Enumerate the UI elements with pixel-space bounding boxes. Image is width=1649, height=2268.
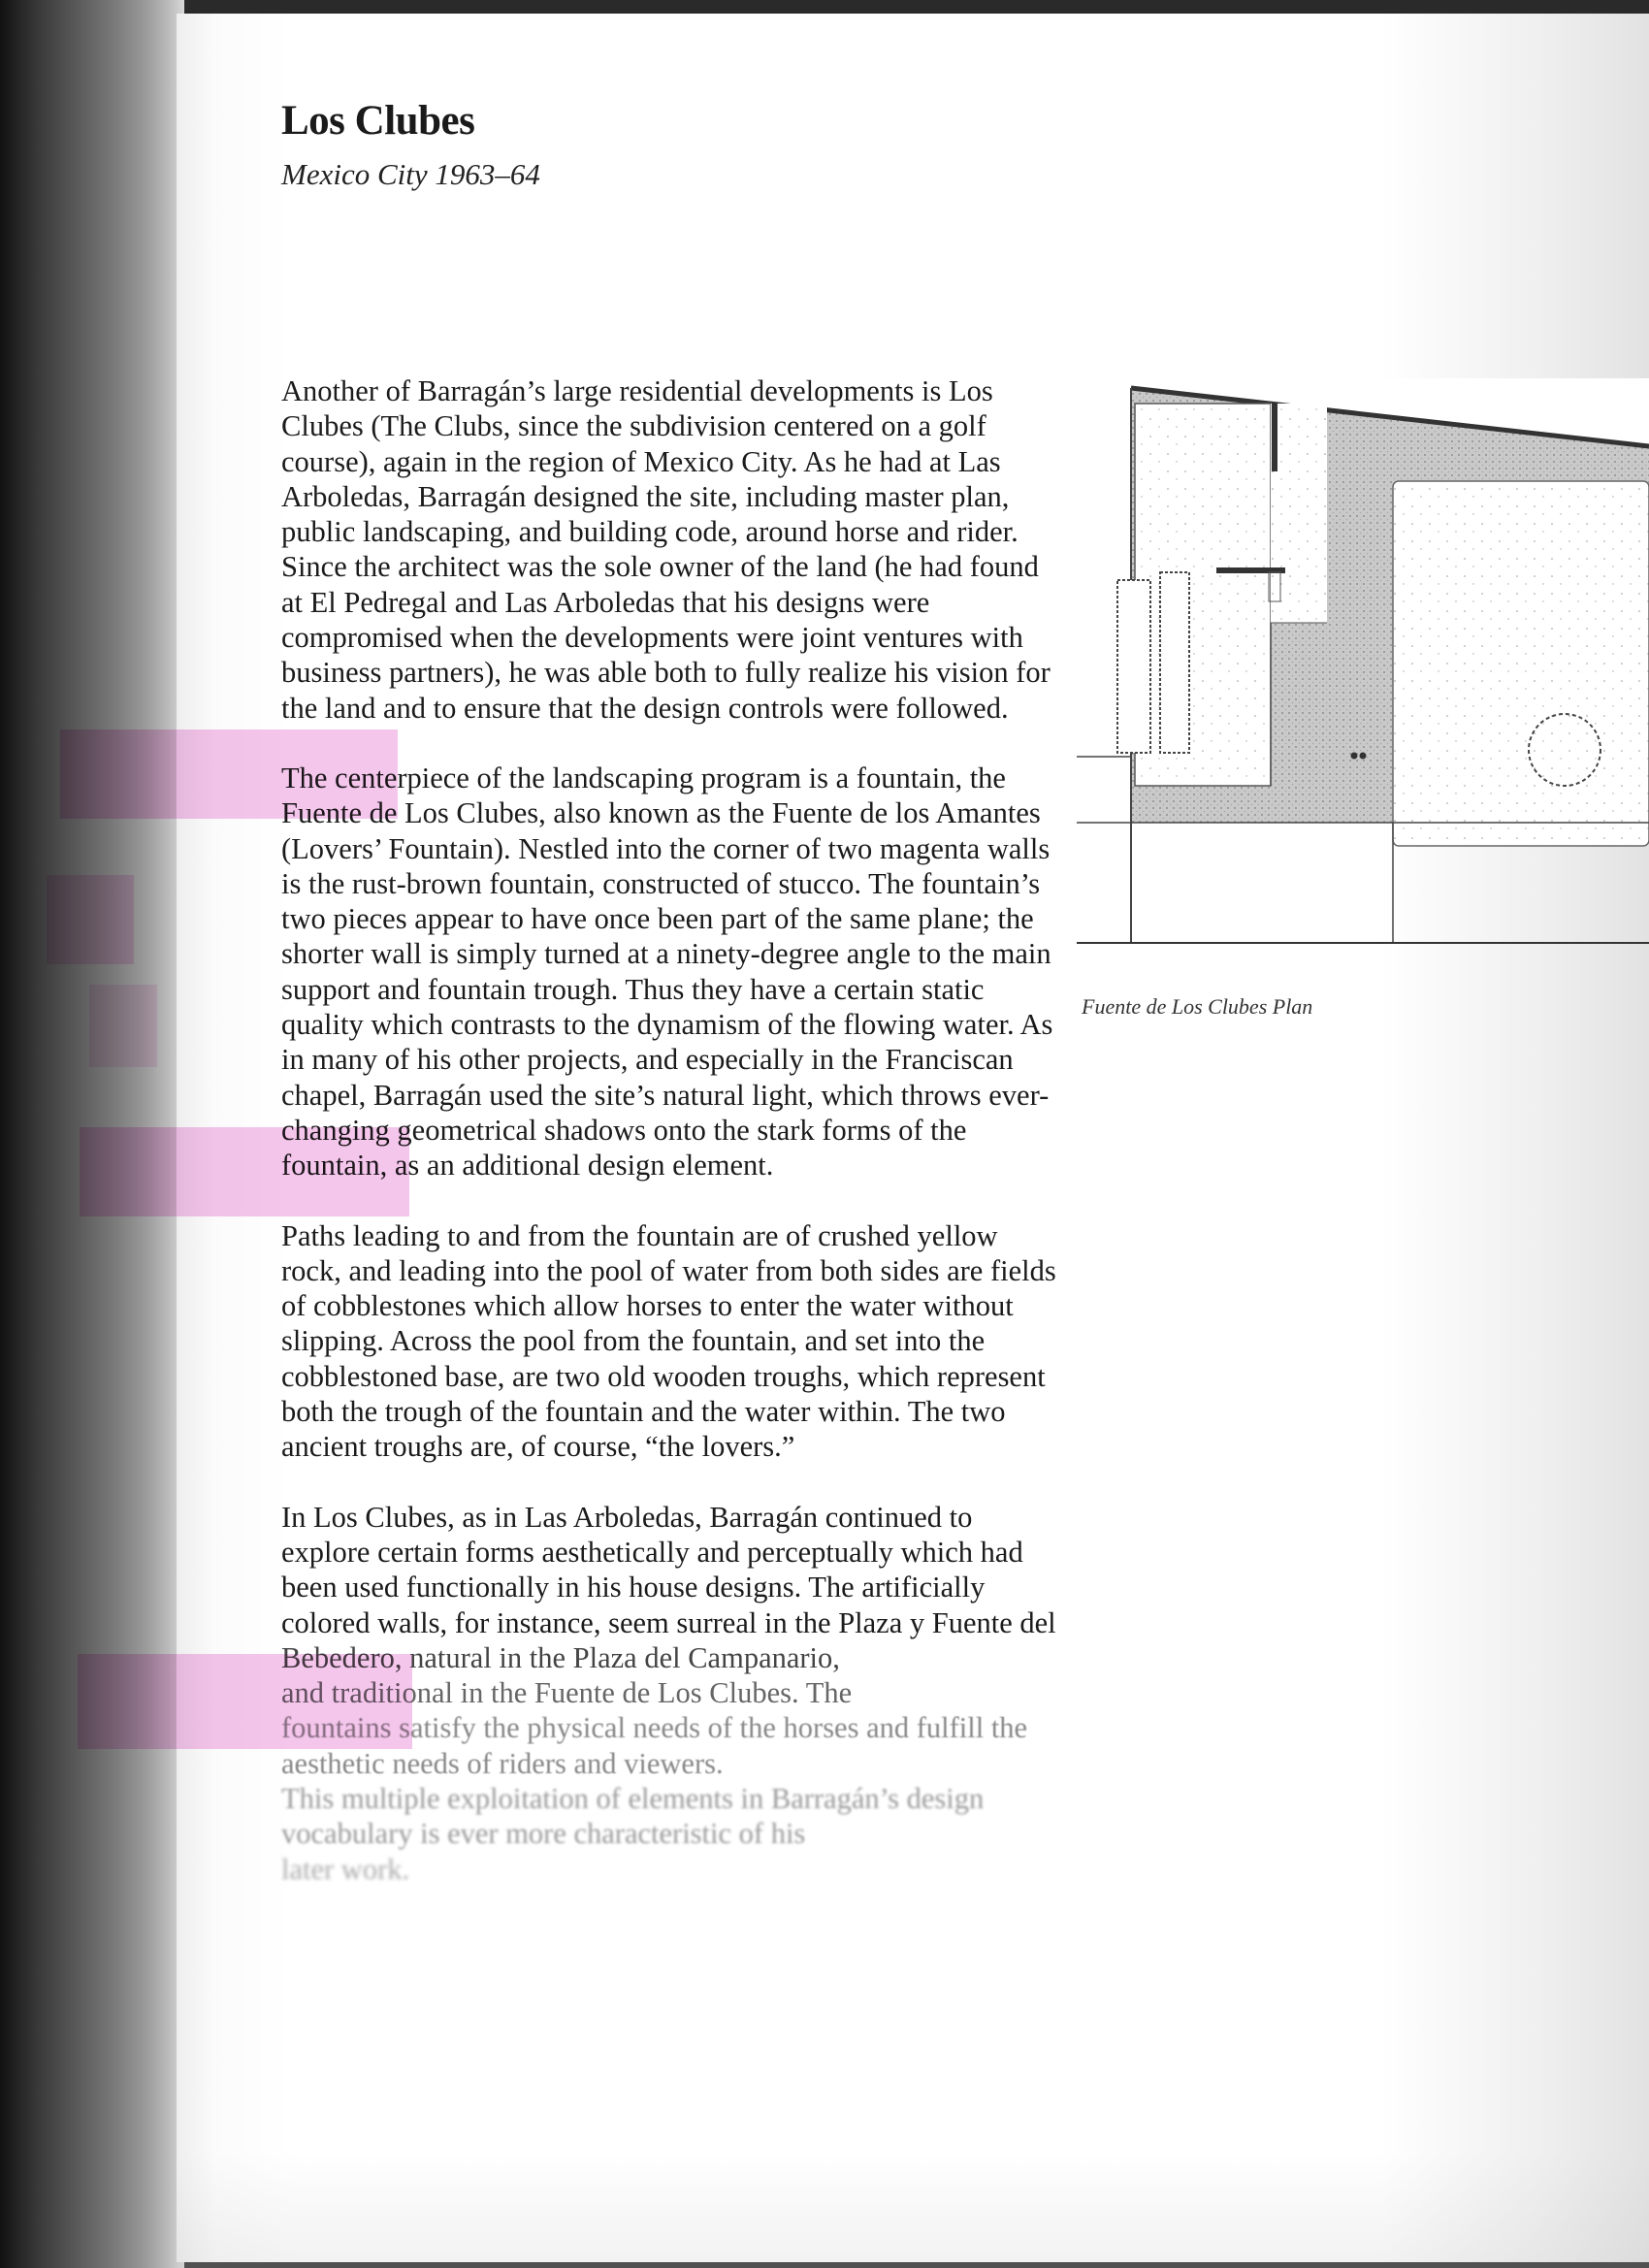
fountain-plan-figure bbox=[1077, 378, 1649, 960]
trough-marker-1 bbox=[1351, 753, 1358, 760]
upper-left-block-extension bbox=[1271, 404, 1327, 623]
fountain-plan-drawing bbox=[1077, 378, 1649, 960]
page-bottom-fade bbox=[177, 2152, 1649, 2268]
paragraph-4-fade-5: later work. bbox=[281, 1852, 410, 1886]
highlight-mark-3 bbox=[89, 985, 157, 1067]
paragraph-4-fade-1: Bebedero, natural in the Plaza del Campanario, bbox=[281, 1640, 840, 1674]
paragraph-4-fade-4: This multiple exploitation of elements in Barragán’s design vocabulary is ever more characteristic of his bbox=[281, 1781, 985, 1851]
highlight-mark-4 bbox=[80, 1127, 409, 1216]
trough-marker-2 bbox=[1360, 753, 1367, 760]
paragraph-4-fade-3: fountains satisfy the physical needs of the horses and fulfill the aesthetic needs of riders and viewers. bbox=[281, 1711, 1028, 1780]
trough-right bbox=[1160, 572, 1189, 753]
paragraph-2: The centerpiece of the landscaping program is a fountain, the Fuente de Los Clubes, also known as the Fuente de los Amantes (Lovers’ Fountain). Nestled into the corner of two magenta walls is the rust-brown fountain, constructed of stucco. The fountain’s two pieces appear to have once been part of the same plane; the shorter wall is simply turned at a ninety-degree angle to the main support and fountain trough. Thus they have a certain static quality which contrasts to the dynamism of the flowing water. As in many of his other projects, and especially in the Franciscan chapel, Barragán used the site’s natural light, which throws ever-changing geometrical shadows onto the stark forms of the fountain, as an additional design element. bbox=[281, 761, 1053, 1183]
pool-area bbox=[1393, 481, 1649, 846]
trough-left bbox=[1117, 580, 1150, 753]
page-title: Los Clubes bbox=[281, 98, 475, 144]
page-subtitle: Mexico City 1963–64 bbox=[281, 157, 540, 191]
paragraph-1: Another of Barragán’s large residential developments is Los Clubes (The Clubs, since the subdivision centered on a golf course), again in the region of Mexico City. As he had at Las Arboledas, Barragán designed the site, including master plan, public landscaping, and building code, around horse and rider. Since the architect was the sole owner of the land (he had found at El Pedregal and Las Arboledas that his designs were compromised when the developments were joint ventures with business partners), he was able both to fully realize his vision for the land and to ensure that the design controls were followed. bbox=[281, 374, 1051, 725]
figure-caption: Fuente de Los Clubes Plan bbox=[1082, 994, 1313, 1019]
paragraph-4-fade-2: and traditional in the Fuente de Los Clubes. The bbox=[281, 1676, 853, 1710]
highlight-mark-2 bbox=[47, 875, 134, 964]
highlight-mark-1 bbox=[60, 729, 398, 819]
paragraph-3: Paths leading to and from the fountain are of crushed yellow rock, and leading into the pool of water from both sides are fields of cobblestones which allow horses to enter the water without slipping. Across the pool from the fountain, and set into the cobblestoned base, are two old wooden troughs, which represent both the trough of the fountain and the water within. The two ancient troughs are, of course, “the lovers.” bbox=[281, 1218, 1056, 1464]
upper-left-block bbox=[1135, 404, 1271, 786]
highlight-mark-5 bbox=[78, 1654, 412, 1749]
paragraph-4-clear: In Los Clubes, as in Las Arboledas, Barragán continued to explore certain forms aesthetically and perceptually which had been used functionally in his house designs. The artificially colored walls, for instance, seem surreal in the Plaza y Fuente del bbox=[281, 1500, 1056, 1639]
